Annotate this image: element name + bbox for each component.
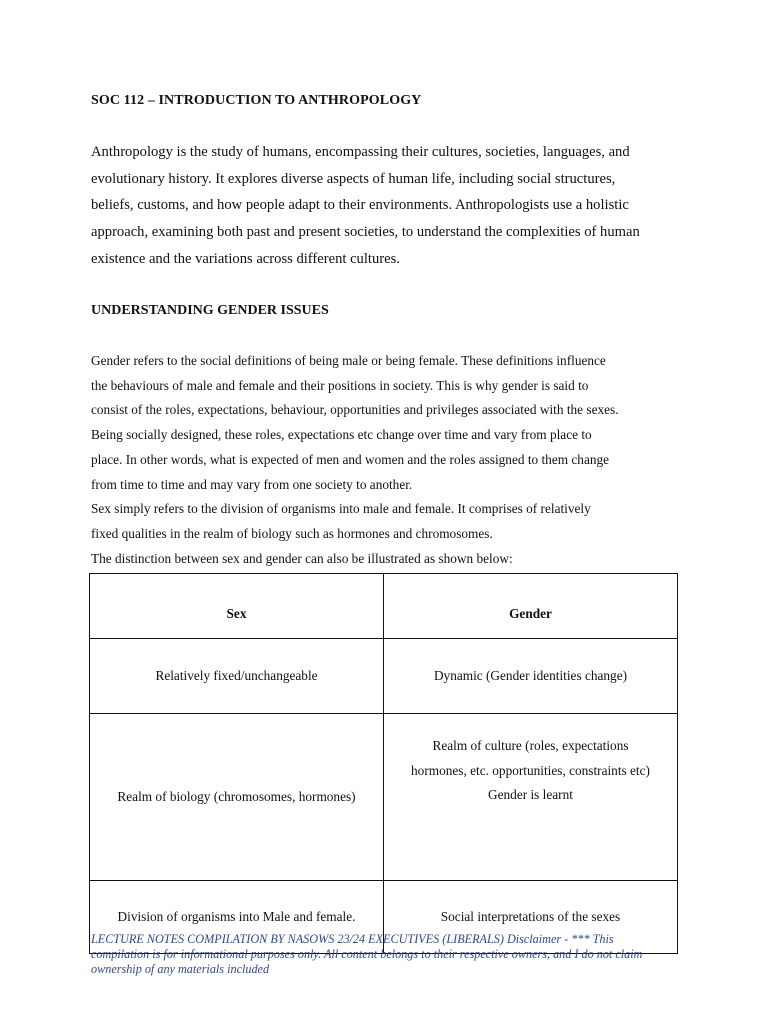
- body-line: place. In other words, what is expected of men and women and the roles assigned to them change: [91, 451, 610, 467]
- intro-line: evolutionary history. It explores diverse aspects of human life, including social structures,: [91, 170, 616, 187]
- intro-line: Anthropology is the study of humans, encompassing their cultures, societies, languages, and: [91, 144, 630, 160]
- intro-paragraph: [91, 139, 681, 273]
- gender-cell-line: Gender is learnt: [488, 787, 573, 802]
- sex-cell: Realm of biology (chromosomes, hormones): [90, 714, 384, 881]
- gender-cell: Dynamic (Gender identities change): [384, 639, 678, 714]
- section-title: UNDERSTANDING GENDER ISSUES: [91, 303, 329, 318]
- table-row: [90, 714, 678, 881]
- body-line: The distinction between sex and gender can also be illustrated as shown below:: [91, 550, 513, 566]
- table-row: [90, 639, 678, 714]
- table-header-row: [90, 574, 678, 639]
- gender-cell: Social interpretations of the sexes: [384, 881, 678, 954]
- sex-cell: Division of organisms into Male and female.: [90, 881, 384, 954]
- footer-disclaimer: [91, 932, 651, 977]
- body-line: Gender refers to the social definitions of being male or being female. These definitions influence: [91, 353, 606, 368]
- gender-cell-line: hormones, etc. opportunities, constraints etc): [411, 762, 650, 778]
- body-line: Being socially designed, these roles, expectations etc change over time and vary from place to: [91, 427, 592, 443]
- gender-cell: [384, 714, 678, 881]
- header-sex: Sex: [90, 574, 384, 639]
- intro-line: approach, examining both past and present societies, to understand the complexities of human: [91, 224, 640, 241]
- body-line: the behaviours of male and female and their positions in society. This is why gender is said to: [91, 377, 589, 393]
- body-line: fixed qualities in the realm of biology such as hormones and chromosomes.: [91, 525, 493, 541]
- gender-paragraph: [91, 349, 691, 571]
- footer-line: LECTURE NOTES COMPILATION BY NASOWS 23/24 EXECUTIVES (LIBERALS) Disclaimer - *** This: [91, 932, 614, 946]
- sex-gender-table: [89, 573, 678, 954]
- body-line: consist of the roles, expectations, behaviour, opportunities and privileges associated with the sexes.: [91, 402, 619, 418]
- footer-line: compilation is for informational purposes only. All content belongs to their respective owners, and I do not claim: [91, 947, 643, 961]
- intro-line: existence and the variations across different cultures.: [91, 250, 400, 267]
- body-line: from time to time and may vary from one society to another.: [91, 476, 413, 492]
- sex-cell: Relatively fixed/unchangeable: [90, 639, 384, 714]
- header-gender: Gender: [384, 574, 678, 639]
- body-line: Sex simply refers to the division of organisms into male and female. It comprises of relatively: [91, 501, 591, 517]
- intro-line: beliefs, customs, and how people adapt to their environments. Anthropologists use a holistic: [91, 197, 629, 214]
- footer-line: ownership of any materials included: [91, 962, 270, 976]
- course-title: SOC 112 – INTRODUCTION TO ANTHROPOLOGY: [91, 93, 422, 108]
- gender-cell-line: Realm of culture (roles, expectations: [432, 738, 629, 753]
